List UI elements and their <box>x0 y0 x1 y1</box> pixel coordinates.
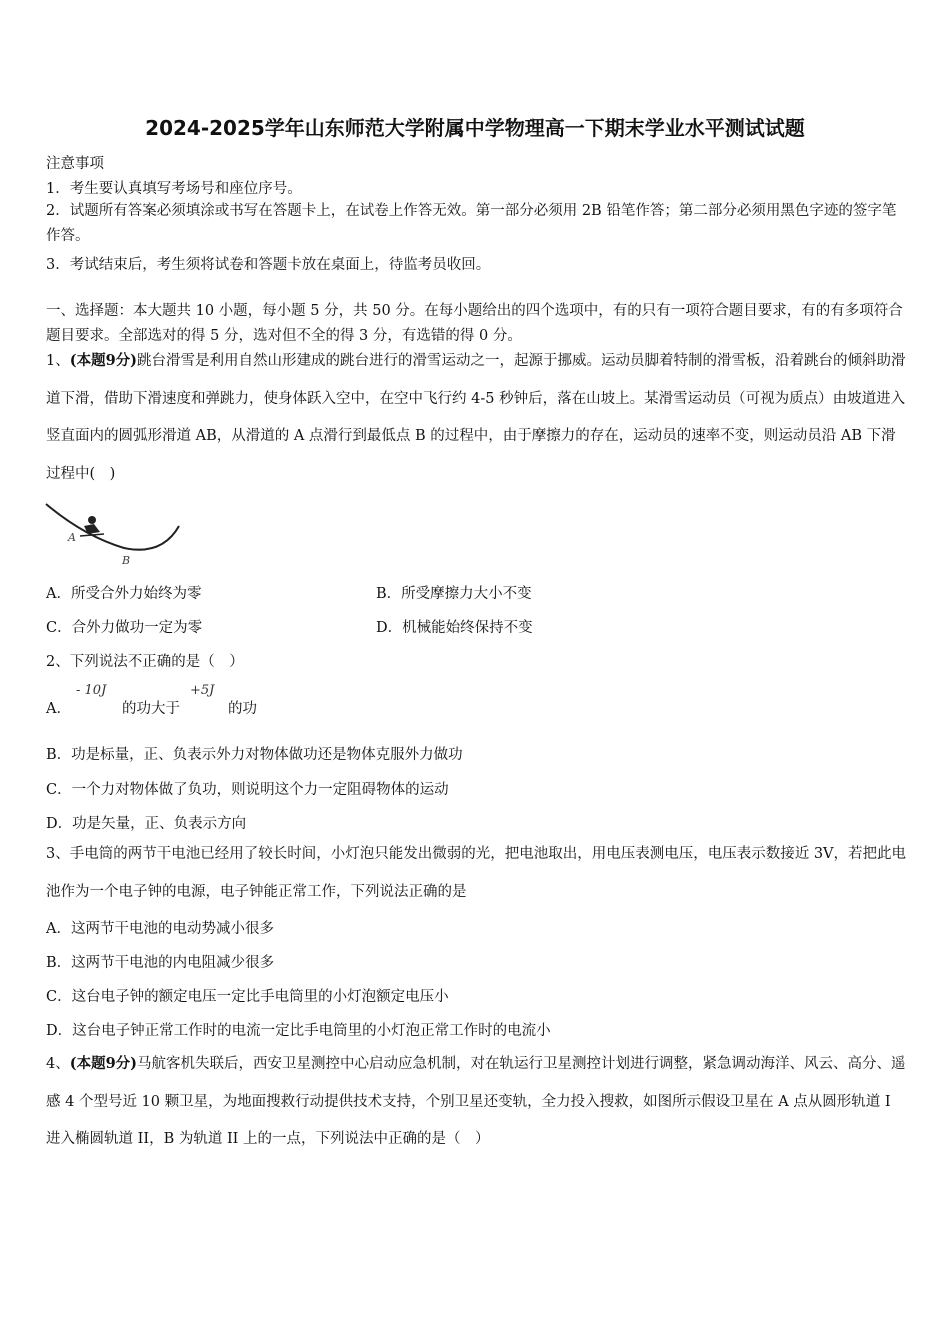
arc-track <box>46 504 179 550</box>
q2-option-a-mid: 的功大于 <box>122 701 180 717</box>
notice-item-2: 2．试题所有答案必须填涂或书写在答题卡上，在试卷上作答无效。第一部分必须用 2B 铅笔作答；第二部分必须用黑色字迹的签字笔作答。 <box>46 203 897 244</box>
q2-option-b: B．功是标量，正、负表示外力对物体做功还是物体克服外力做功 <box>46 747 463 763</box>
q3-option-a: A．这两节干电池的电动势减小很多 <box>46 921 274 937</box>
question-2: 2、下列说法不正确的是（ ） <box>46 654 244 670</box>
question-3: 3、手电筒的两节干电池已经用了较长时间，小灯泡只能发出微弱的光，把电池取出，用电压表测电压，电压表示数接近 3V，若把此电池作为一个电子钟的电源，电子钟能正常工作，下列说法正确的是 <box>46 846 907 900</box>
q2-option-a-value-1: - 10J <box>76 683 107 698</box>
page-title: 2024-2025学年山东师范大学附属中学物理高一下期末学业水平测试试题 <box>145 116 805 140</box>
q3-option-d: D．这台电子钟正常工作时的电流一定比手电筒里的小灯泡正常工作时的电流小 <box>46 1023 551 1039</box>
notice-item-1: 1．考生要认真填写考场号和座位序号。 <box>46 181 302 197</box>
q1-option-a: A．所受合外力始终为零 <box>46 586 202 602</box>
question-4-number: 4、 <box>46 1056 70 1072</box>
question-1 <box>46 342 908 493</box>
q2-option-a-value-2: +5J <box>190 683 215 698</box>
q1-option-b: B．所受摩擦力大小不变 <box>376 586 532 602</box>
q2-option-d: D．功是矢量，正、负表示方向 <box>46 816 247 832</box>
point-a-label: A <box>68 531 76 544</box>
point-b-label: B <box>122 554 131 567</box>
notice-heading: 注意事项 <box>46 156 104 172</box>
question-1-text: 跳台滑雪是利用自然山形建成的跳台进行的滑雪运动之一，起源于挪威。运动员脚着特制的滑雪板，沿着跳台的倾斜助滑道下滑，借助下滑速度和弹跳力，使身体跃入空中，在空中飞行约 4-5 秒钟后，落在山坡上。某滑雪运动员（可视为质点）由坡道进入竖直面内的圆弧形滑道 AB，从滑道的 A 点滑行到最低点 B 的过程中，由于摩擦力的存在，运动员的速率不变，则运动员沿 AB 下滑过程中( ) <box>46 353 906 482</box>
question-4 <box>46 1045 908 1159</box>
q2-option-a-suffix: 的功 <box>228 701 257 717</box>
question-4-tag: (本题9分) <box>69 1055 138 1072</box>
q1-option-d: D．机械能始终保持不变 <box>376 620 533 636</box>
q2-option-c: C．一个力对物体做了负功，则说明这个力一定阻碍物体的运动 <box>46 782 449 798</box>
question-1-number: 1、 <box>46 353 70 369</box>
skier-icon <box>80 516 104 536</box>
q2-option-a-prefix: A． <box>46 701 71 717</box>
question-1-tag: (本题9分) <box>69 352 138 369</box>
q3-option-b: B．这两节干电池的内电阻减少很多 <box>46 955 275 971</box>
notice-item-3: 3．考试结束后，考生须将试卷和答题卡放在桌面上，待监考员收回。 <box>46 257 491 273</box>
ski-track-figure <box>44 498 184 570</box>
q3-option-c: C．这台电子钟的额定电压一定比手电筒里的小灯泡额定电压小 <box>46 989 449 1005</box>
section-intro: 一、选择题：本大题共 10 小题，每小题 5 分，共 50 分。在每小题给出的四个选项中，有的只有一项符合题目要求，有的有多项符合题目要求。全部选对的得 5 分，选对但不全的得 3 分，有选错的得 0 分。 <box>46 303 903 344</box>
q1-option-c: C．合外力做功一定为零 <box>46 620 203 636</box>
question-4-text: 马航客机失联后，西安卫星测控中心启动应急机制，对在轨运行卫星测控计划进行调整，紧急调动海洋、风云、高分、遥感 4 个型号近 10 颗卫星，为地面搜救行动提供技术支持，个别卫星还变轨，全力投入搜救，如图所示假设卫星在 A 点从圆形轨道 I 进入椭圆轨道 II，B 为轨道 II 上的一点，下列说法中正确的是（ ） <box>46 1056 906 1147</box>
